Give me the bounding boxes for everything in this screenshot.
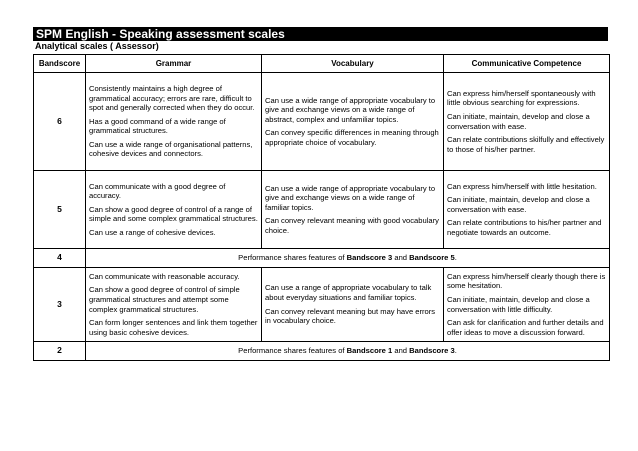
vocabulary-descriptor: Can use a range of appropriate vocabulary to talk about everyday situations and familiar topics. xyxy=(265,283,432,302)
competence-cell xyxy=(444,268,610,342)
grammar-descriptor: Can show a good degree of control of a range of simple and some complex grammatical structures. xyxy=(89,204,258,224)
bandscore-cell: 6 xyxy=(34,73,86,171)
bandscore-cell: 5 xyxy=(34,171,86,249)
competence-descriptor: Can express him/herself clearly though there is some hesitation. xyxy=(447,271,606,291)
vocabulary-descriptor: Can convey specific differences in meaning through appropriate choice of vocabulary. xyxy=(265,128,439,147)
grammar-descriptor: Can communicate with reasonable accuracy. xyxy=(89,271,240,281)
grammar-cell xyxy=(86,171,262,249)
header-vocabulary: Vocabulary xyxy=(262,55,444,73)
competence-descriptor: Can initiate, maintain, develop and close a conversation with ease. xyxy=(447,195,590,214)
vocabulary-descriptor: Can convey relevant meaning with good vocabulary choice. xyxy=(265,216,439,235)
grammar-descriptor: Can show a good degree of control of simple grammatical structures and attempt some complex grammatical structures. xyxy=(89,285,240,314)
shared-features-text: . xyxy=(454,253,457,263)
bandscore-cell: 3 xyxy=(34,268,86,342)
competence-descriptor: Can express him/herself with little hesitation. xyxy=(447,181,597,191)
competence-descriptor: Can ask for clarification and further details and offer ideas to move a discussion forward. xyxy=(447,318,604,337)
grammar-descriptor: Can form longer sentences and link them together using basic cohesive devices. xyxy=(89,318,258,337)
bandscore-reference: Bandscore 3 xyxy=(346,253,393,263)
header-communicative-competence: Communicative Competence xyxy=(444,55,610,73)
shared-features-text: Performance shares features of xyxy=(238,253,347,263)
bandscore-cell: 2 xyxy=(34,342,86,361)
grammar-descriptor: Can communicate with a good degree of accuracy. xyxy=(89,181,226,201)
competence-descriptor: Can initiate, maintain, develop and close a conversation with little difficulty. xyxy=(447,294,590,314)
competence-cell xyxy=(444,73,610,171)
band-2-row xyxy=(34,342,610,361)
grammar-descriptor: Can use a wide range of organisational patterns, cohesive devices and connectors. xyxy=(89,139,253,159)
assessment-table xyxy=(33,54,610,361)
bandscore-reference: Bandscore 3 xyxy=(409,346,455,356)
shared-features-text: and xyxy=(392,346,410,356)
page-title: SPM English - Speaking assessment scales xyxy=(33,27,608,41)
grammar-cell xyxy=(86,268,262,342)
grammar-descriptor: Can use a range of cohesive devices. xyxy=(89,227,216,237)
vocabulary-cell xyxy=(262,73,444,171)
band-3-row xyxy=(34,268,610,342)
vocabulary-descriptor: Can use a wide range of appropriate vocabulary to give and exchange views on a wide range of abstract, complex and unfamiliar topics. xyxy=(265,95,436,124)
competence-descriptor: Can relate contributions to his/her partner and negotiate towards an outcome. xyxy=(447,218,602,237)
header-row xyxy=(34,55,610,73)
shared-features-text: Performance shares features of xyxy=(238,346,347,356)
competence-descriptor: Can relate contributions skilfully and effectively to those of his/her partner. xyxy=(447,135,605,154)
bandscore-cell: 4 xyxy=(34,249,86,268)
vocabulary-cell xyxy=(262,171,444,249)
bandscore-reference: Bandscore 5 xyxy=(409,253,455,263)
grammar-descriptor: Has a good command of a wide range of grammatical structures. xyxy=(89,116,226,136)
grammar-cell xyxy=(86,73,262,171)
band-4-row xyxy=(34,249,610,268)
shared-features-cell xyxy=(86,249,610,268)
competence-cell xyxy=(444,171,610,249)
page-subtitle: Analytical scales ( Assessor) xyxy=(35,41,159,51)
shared-features-cell xyxy=(86,342,610,361)
shared-features-text: . xyxy=(454,346,457,356)
vocabulary-descriptor: Can use a wide range of appropriate vocabulary to give and exchange views on a wide range of familiar topics. xyxy=(265,183,436,212)
band-6-row xyxy=(34,73,610,171)
bandscore-reference: Bandscore 1 xyxy=(346,346,393,356)
grammar-descriptor: Consistently maintains a high degree of grammatical accuracy; errors are rare, difficult to spot and generally corrected when they do occur. xyxy=(89,83,255,113)
vocabulary-descriptor: Can convey relevant meaning but may have errors in vocabulary choice. xyxy=(265,306,436,326)
competence-descriptor: Can initiate, maintain, develop and close a conversation with ease. xyxy=(447,111,590,131)
band-5-row xyxy=(34,171,610,249)
shared-features-text: and xyxy=(392,253,410,263)
header-bandscore: Bandscore xyxy=(34,55,86,73)
competence-descriptor: Can express him/herself spontaneously with little obvious searching for expressions. xyxy=(447,88,596,108)
header-grammar: Grammar xyxy=(86,55,262,73)
vocabulary-cell xyxy=(262,268,444,342)
